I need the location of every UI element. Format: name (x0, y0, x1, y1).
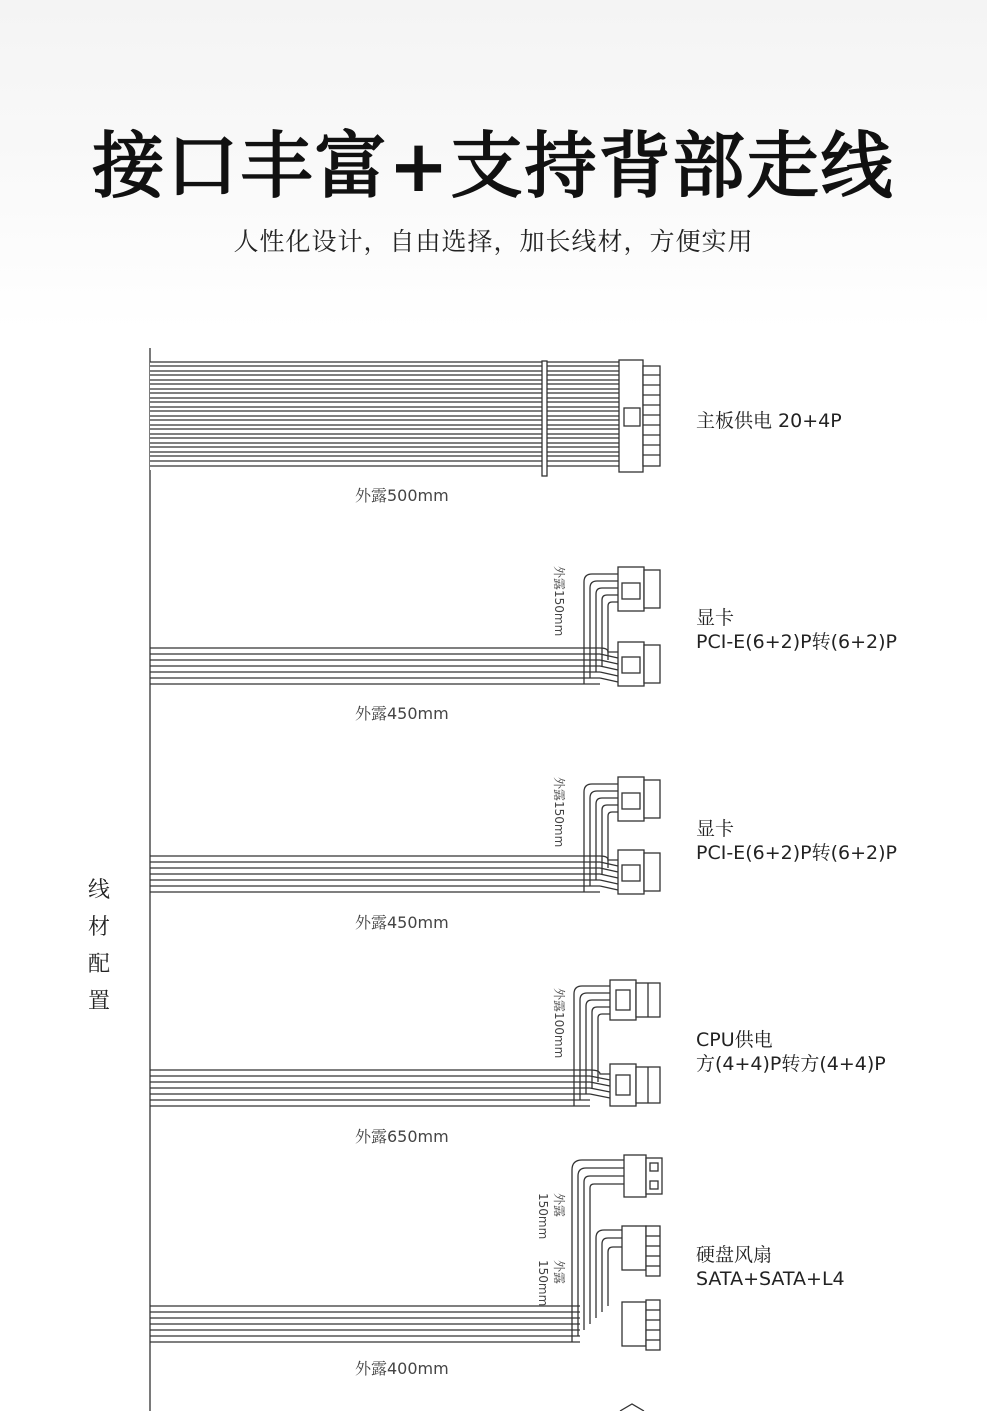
page-title: 接口丰富+支持背部走线 (92, 124, 895, 208)
cable-name-line: 显卡 (696, 818, 735, 840)
branch-length-sata-b-1: 外露 (552, 1260, 566, 1285)
branch-length-pcie-2: 外露150mm (552, 777, 566, 848)
cable-name-sata (696, 1243, 845, 1291)
side-label-char: 配 (87, 952, 110, 977)
cable-name-pcie-2 (696, 817, 897, 865)
cable-name-line: 主板供电 20+4P (696, 410, 842, 432)
cable-cpu-drawing (150, 980, 660, 1106)
cable-name-line: CPU供电 (696, 1029, 773, 1051)
cable-name-line: 方(4+4)P转方(4+4)P (696, 1053, 886, 1075)
cable-name-line: PCI-E(6+2)P转(6+2)P (696, 631, 897, 653)
exposed-length-pcie-1: 外露450mm (355, 704, 449, 723)
branch-length-cpu: 外露100mm (552, 988, 566, 1059)
cable-name-line: 显卡 (696, 607, 735, 629)
side-label-char: 线 (87, 878, 110, 903)
exposed-length-sata: 外露400mm (355, 1359, 449, 1378)
exposed-length-pcie-2: 外露450mm (355, 913, 449, 932)
cable-name-cpu (696, 1028, 886, 1076)
exposed-length-cpu: 外露650mm (355, 1127, 449, 1146)
branch-length-pcie-1: 外露150mm (552, 566, 566, 637)
cable-name-line: 硬盘风扇 (696, 1244, 773, 1266)
cable-name-line: PCI-E(6+2)P转(6+2)P (696, 842, 897, 864)
exposed-length-24p: 外露500mm (355, 486, 449, 505)
branch-length-sata-b-2: 150mm (536, 1260, 550, 1307)
side-label-char: 材 (87, 915, 110, 940)
cable-24p-drawing (150, 360, 660, 476)
page-subtitle: 人性化设计，自由选择，加长线材，方便实用 (233, 227, 754, 256)
cable-pcie-2-drawing (150, 777, 660, 894)
side-label-char: 置 (87, 989, 110, 1014)
cable-pcie-1-drawing (150, 567, 660, 686)
cable-name-24p (696, 409, 842, 433)
branch-length-sata-a-1: 外露 (552, 1193, 566, 1218)
cable-name-pcie-1 (696, 606, 897, 654)
cable-name-line: SATA+SATA+L4 (696, 1268, 845, 1290)
branch-length-sata-a-2: 150mm (536, 1193, 550, 1240)
